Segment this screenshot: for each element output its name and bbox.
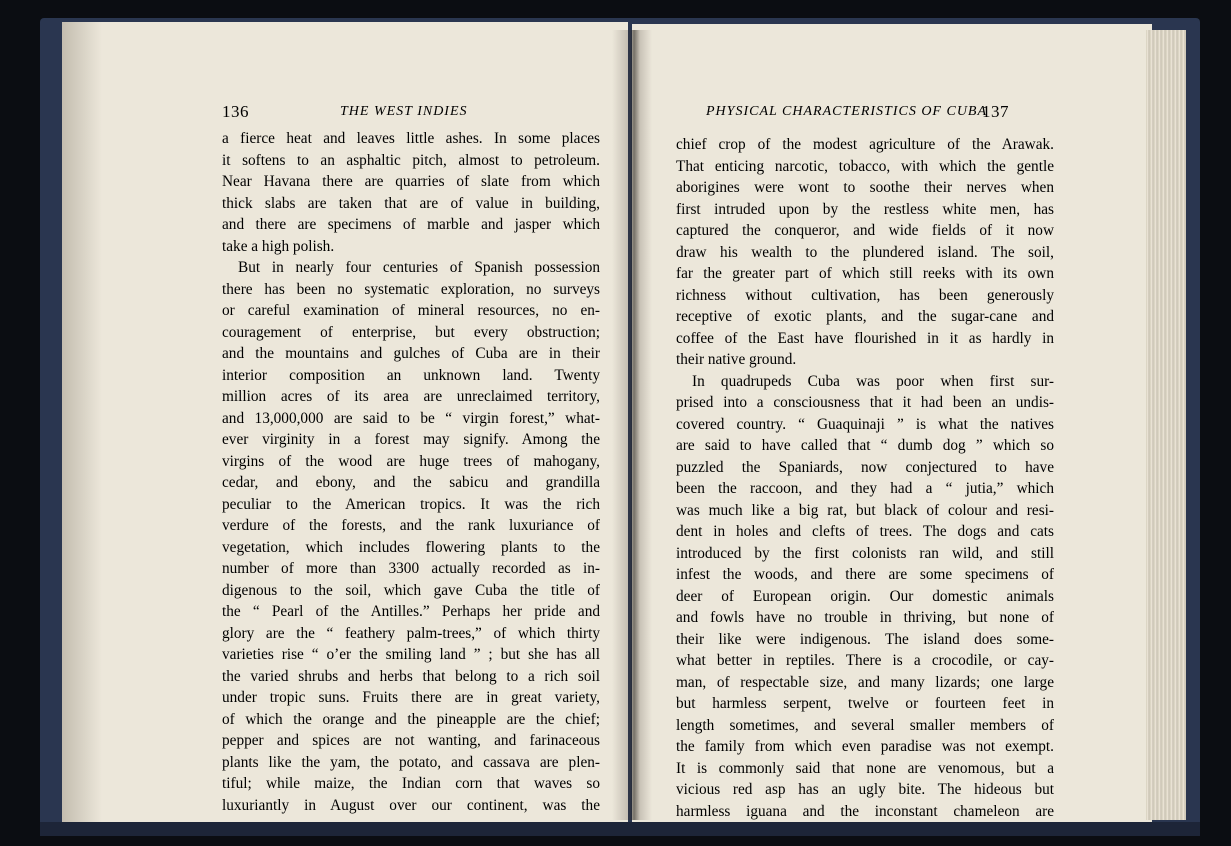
text-line: and fowls have no trouble in thriving, but none of <box>676 609 1054 626</box>
text-line: ever virginity in a forest may signify. Among the <box>222 431 600 448</box>
text-line: draw his wealth to the plundered island. The soil, <box>676 243 1054 261</box>
text-line: In quadrupeds Cuba was poor when first sur- <box>692 372 1054 390</box>
page-edges <box>1146 30 1186 820</box>
text-line: richness without cultivation, has been generously <box>676 286 1054 304</box>
right-page-number: 137 <box>982 102 1009 121</box>
text-line: first intruded upon by the restless white men, has <box>676 200 1054 218</box>
text-line: captured the conqueror, and wide fields of it now <box>676 222 1054 239</box>
text-line: deer of European origin. Our domestic animals <box>676 587 1054 605</box>
text-line: infest the woods, and there are some specimens of <box>676 566 1054 583</box>
text-line: varieties rise “ o’er the smiling land ” ; but she has all <box>222 646 600 663</box>
right-body-text <box>676 134 1054 822</box>
text-line: are said to have called that “ dumb dog ” which so <box>676 437 1054 454</box>
text-line: was much like a big rat, but black of colour and resi- <box>676 501 1054 519</box>
text-line: what better in reptiles. There is a crocodile, or cay- <box>676 652 1054 669</box>
book-gutter <box>612 30 652 820</box>
text-line: and there are specimens of marble and jasper which <box>222 216 600 233</box>
left-page-shadow <box>62 22 102 822</box>
text-line: peculiar to the American tropics. It was the rich <box>222 495 600 513</box>
left-body-text <box>222 128 600 816</box>
text-line: couragement of enterprise, but every obstruction; <box>222 323 600 341</box>
text-line: receptive of exotic plants, and the sugar-cane and <box>676 308 1054 325</box>
text-line: But in nearly four centuries of Spanish possession <box>238 259 600 276</box>
text-line: covered country. “ Guaquinaji ” is what the natives <box>676 415 1054 433</box>
text-line: or careful examination of mineral resources, no en- <box>222 302 600 319</box>
text-line: plants like the yam, the potato, and cassava are plen- <box>222 753 600 771</box>
text-line: It is commonly said that none are venomous, but a <box>676 759 1054 777</box>
text-line: digenous to the soil, which gave Cuba the title of <box>222 581 600 599</box>
left-page-number: 136 <box>222 102 249 121</box>
text-line: introduced by the first colonists ran wild, and still <box>676 544 1054 562</box>
text-line: been the raccoon, and they had a “ jutia,” which <box>676 480 1054 497</box>
text-line: tiful; while maize, the Indian corn that waves so <box>222 775 600 792</box>
text-line: million acres of its area are unreclaimed territory, <box>222 388 600 405</box>
text-line: a fierce heat and leaves little ashes. In some places <box>222 130 600 147</box>
text-line: vicious red asp has an ugly bite. The hideous but <box>676 781 1054 798</box>
text-line: the “ Pearl of the Antilles.” Perhaps her pride and <box>222 603 600 620</box>
text-line: thick slabs are taken that are of value in building, <box>222 194 600 212</box>
text-line: the varied shrubs and herbs that belong to a rich soil <box>222 667 600 685</box>
text-line: prised into a consciousness that it had been an undis- <box>676 394 1054 411</box>
text-line: That enticing narcotic, tobacco, with which the gentle <box>676 157 1054 175</box>
text-line: man, of respectable size, and many lizards; one large <box>676 673 1054 691</box>
text-line: number of more than 3300 actually recorded as in- <box>222 560 600 577</box>
text-line: Near Havana there are quarries of slate from which <box>222 173 600 190</box>
text-line: harmless iguana and the inconstant chameleon are <box>676 802 1054 820</box>
text-line: luxuriantly in August over our continent, was the <box>222 796 600 814</box>
text-line: verdure of the forests, and the rank luxuriance of <box>222 517 600 534</box>
text-line: it softens to an asphaltic pitch, almost to petroleum. <box>222 151 600 169</box>
text-line: puzzled the Spaniards, now conjectured to have <box>676 458 1054 476</box>
text-line: length sometimes, and several smaller members of <box>676 716 1054 734</box>
text-line: pepper and spices are not wanting, and farinaceous <box>222 732 600 749</box>
text-line: and the mountains and gulches of Cuba are in their <box>222 345 600 362</box>
text-line: chief crop of the modest agriculture of the Arawak. <box>676 136 1054 153</box>
text-line: the family from which even paradise was not exempt. <box>676 738 1054 755</box>
text-line: and 13,000,000 are said to be “ virgin forest,” what- <box>222 409 600 427</box>
cover-bottom-edge <box>40 822 1200 836</box>
text-line: glory are the “ feathery palm-trees,” of which thirty <box>222 624 600 642</box>
text-line: there has been no systematic exploration, no surveys <box>222 280 600 298</box>
text-line: vegetation, which includes flowering plants to the <box>222 538 600 556</box>
text-line: cedar, and ebony, and the sabicu and grandilla <box>222 474 600 491</box>
right-running-title: PHYSICAL CHARACTERISTICS OF CUBA <box>706 104 988 119</box>
text-line: of which the orange and the pineapple are the chief; <box>222 710 600 728</box>
text-line: far the greater part of which still reeks with its own <box>676 265 1054 282</box>
text-line: under tropic suns. Fruits there are in great variety, <box>222 689 600 706</box>
text-line: their native ground. <box>676 351 797 368</box>
text-line: their like were indigenous. The island does some- <box>676 630 1054 648</box>
text-line: interior composition an unknown land. Twenty <box>222 366 600 384</box>
text-line: aborigines were wont to soothe their nerves when <box>676 179 1054 196</box>
left-running-title: THE WEST INDIES <box>340 104 468 119</box>
text-line: but harmless serpent, twelve or fourteen feet in <box>676 695 1054 712</box>
text-line: virgins of the wood are huge trees of mahogany, <box>222 452 600 470</box>
text-line: dent in holes and clefts of trees. The dogs and cats <box>676 523 1054 540</box>
text-line: take a high polish. <box>222 237 335 255</box>
text-line: coffee of the East have flourished in it as hardly in <box>676 329 1054 347</box>
